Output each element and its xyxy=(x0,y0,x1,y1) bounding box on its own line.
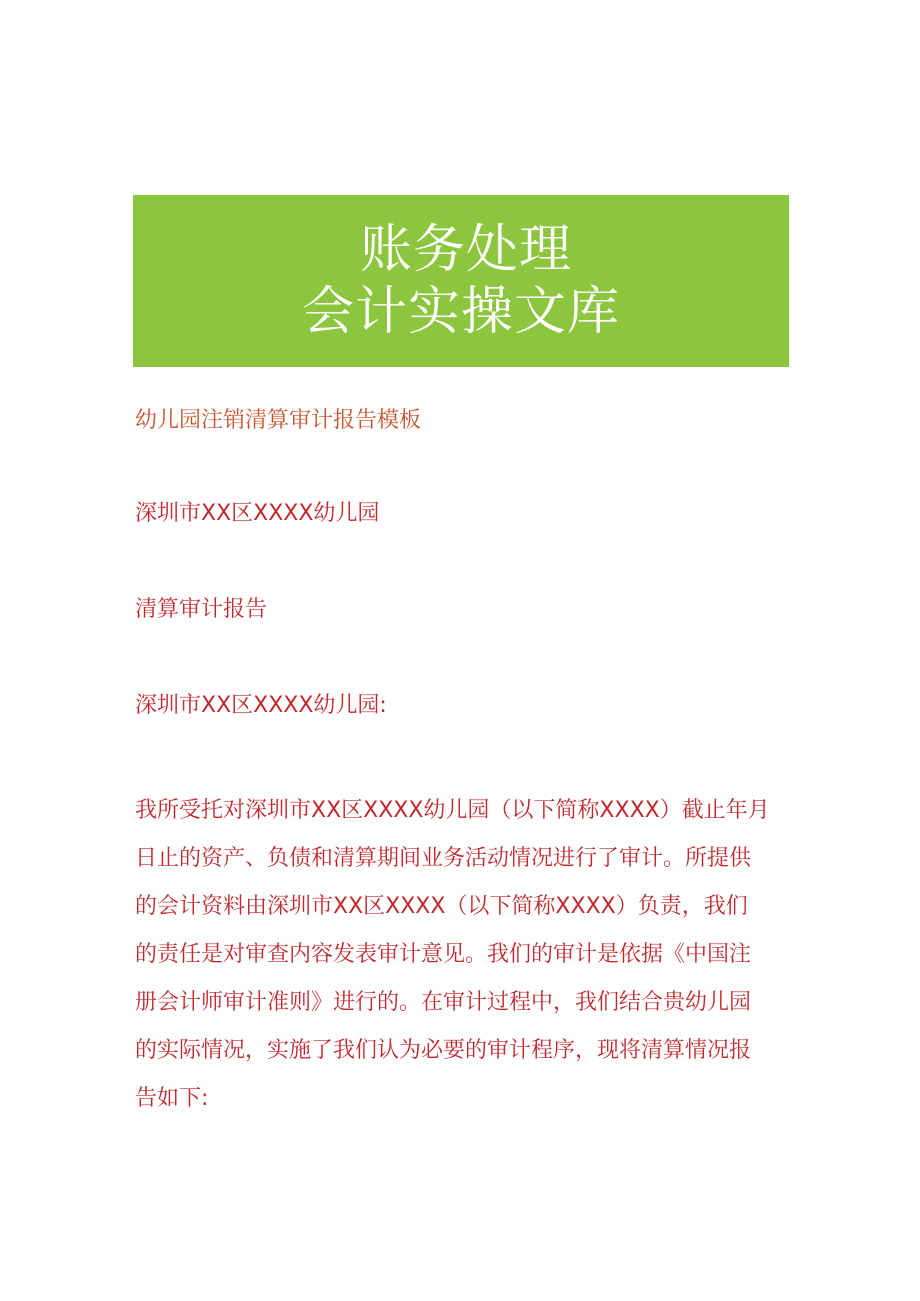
document-title: 幼儿园注销清算审计报告模板 xyxy=(135,408,422,433)
paragraph-line: 日止的资产、负债和清算期间业务活动情况进行了审计。所提供 xyxy=(135,846,752,871)
paragraph-line: 的责任是对审查内容发表审计意见。我们的审计是依据《中国注 xyxy=(135,942,752,967)
body-paragraph xyxy=(135,787,795,1123)
paragraph-line: 的会计资料由深圳市XX区XXXX（以下简称XXXX）负责，我们 xyxy=(135,894,748,919)
salutation: 深圳市XX区XXXX幼儿园: xyxy=(135,693,387,718)
paragraph-line: 告如下: xyxy=(135,1086,209,1111)
report-title: 清算审计报告 xyxy=(135,597,268,622)
organization-name: 深圳市XX区XXXX幼儿园 xyxy=(135,501,380,526)
paragraph-line: 我所受托对深圳市XX区XXXX幼儿园（以下简称XXXX）截止年月 xyxy=(135,798,770,823)
paragraph-line: 册会计师审计准则》进行的。在审计过程中，我们结合贵幼儿园 xyxy=(135,990,752,1015)
header-banner xyxy=(133,195,789,367)
paragraph-line: 的实际情况，实施了我们认为必要的审计程序，现将清算情况报 xyxy=(135,1038,752,1063)
banner-title-line2: 会计实操文库 xyxy=(301,282,620,342)
banner-title-line1: 账务处理 xyxy=(359,220,572,280)
